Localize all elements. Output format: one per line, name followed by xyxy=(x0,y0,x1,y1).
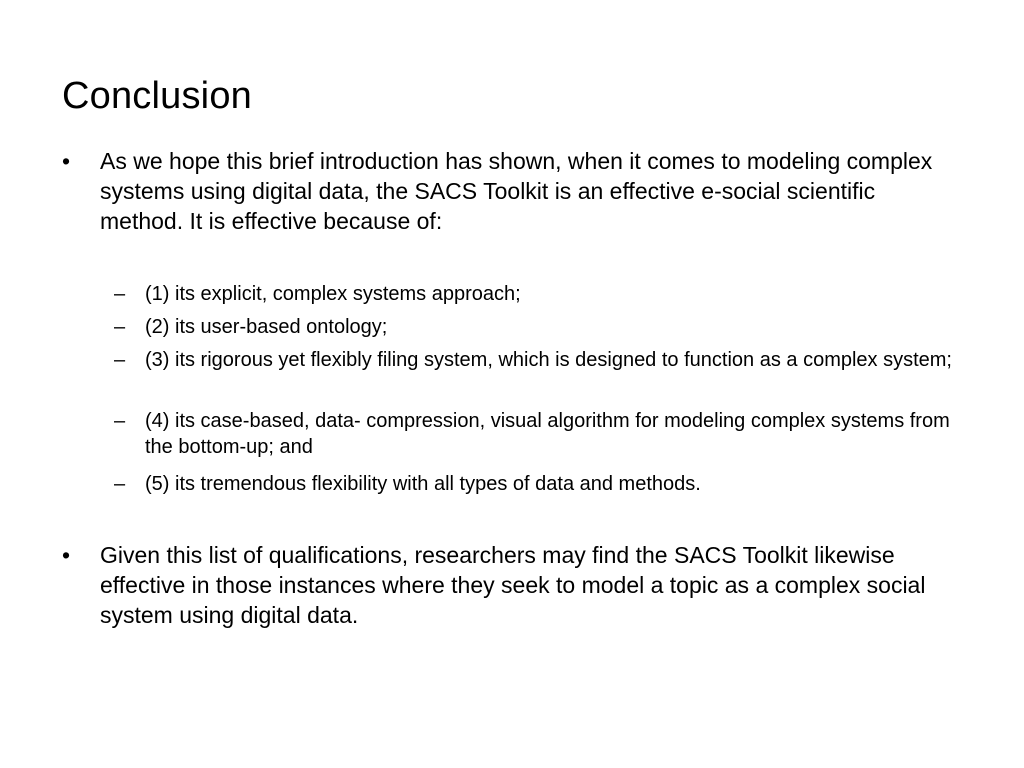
bullet-text: Given this list of qualifications, researchers may find the SACS Toolkit likewise effective in those instances where they seek to model a topic as a complex social system using digital data. xyxy=(100,542,926,628)
sub-text: (4) its case-based, data- compression, visual algorithm for modeling complex systems from the bottom-up; and xyxy=(145,410,950,458)
bullet-dot: • xyxy=(62,148,71,174)
sub-dash: – xyxy=(114,349,126,371)
bullet-dot: • xyxy=(62,542,71,568)
sub-dash: – xyxy=(114,410,126,432)
sub-text: (2) its user-based ontology; xyxy=(145,316,388,338)
sub-text: (1) its explicit, complex systems approach; xyxy=(145,283,521,305)
sub-dash: – xyxy=(114,473,126,495)
sub-dash: – xyxy=(114,316,126,338)
sub-text: (3) its rigorous yet flexibly filing system, which is designed to function as a complex system; xyxy=(145,349,952,371)
bullet-text: As we hope this brief introduction has shown, when it comes to modeling complex systems using digital data, the SACS Toolkit is an effective e-social scientific method. It is effective because of: xyxy=(100,148,933,234)
slide-title: Conclusion xyxy=(62,75,252,117)
sub-text: (5) its tremendous flexibility with all types of data and methods. xyxy=(145,473,701,495)
sub-dash: – xyxy=(114,283,126,305)
